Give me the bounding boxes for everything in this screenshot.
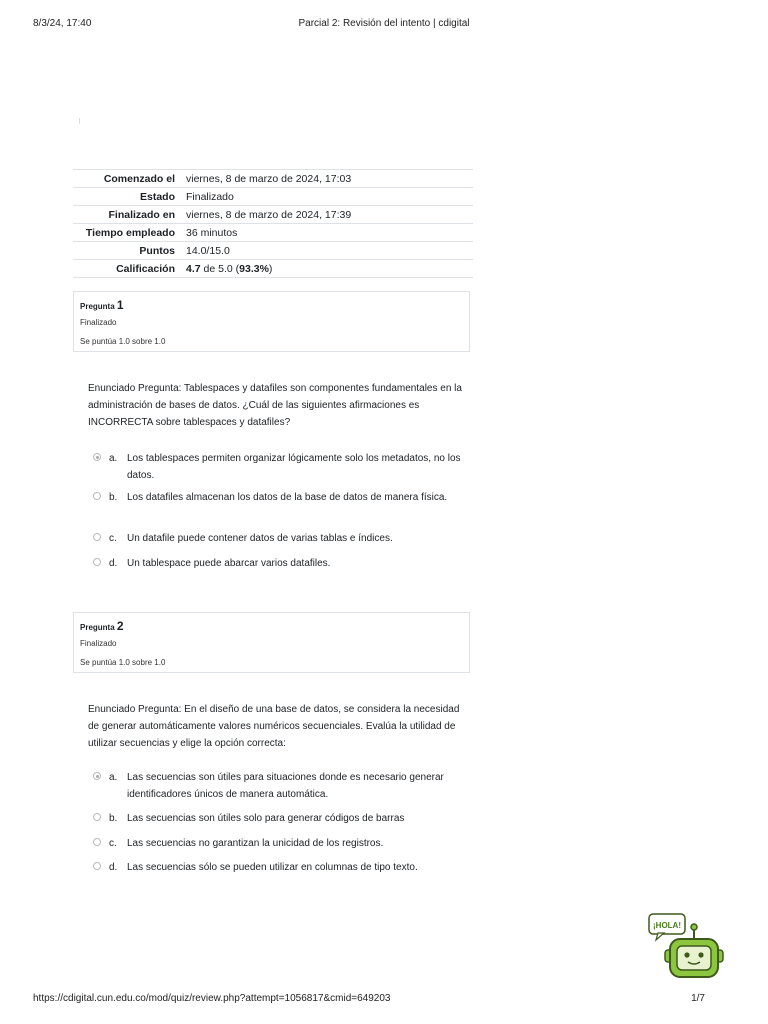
option-letter: c. (109, 533, 117, 544)
summary-label: Comenzado el (73, 170, 180, 188)
antenna-tip (691, 924, 697, 930)
option-letter: d. (109, 558, 118, 569)
robot-face (677, 946, 711, 970)
option-text: Las secuencias sólo se pueden utilizar en columnas de tipo texto. (127, 862, 418, 873)
option-letter: a. (109, 772, 118, 783)
attempt-summary-table (73, 169, 473, 278)
question-label: Pregunta (80, 623, 115, 632)
option-text: Un datafile puede contener datos de varias tablas e índices. (127, 533, 393, 544)
answer-option[interactable] (93, 835, 468, 852)
summary-label: Finalizado en (73, 206, 180, 224)
summary-label: Calificación (73, 260, 180, 278)
summary-value: viernes, 8 de marzo de 2024, 17:39 (180, 206, 473, 224)
radio-selected-icon[interactable] (93, 772, 101, 780)
summary-label: Puntos (73, 242, 180, 260)
print-date: 8/3/24, 17:40 (33, 18, 92, 29)
question-state: Finalizado (80, 639, 117, 648)
summary-row (73, 224, 473, 242)
answer-option[interactable] (93, 810, 468, 827)
option-letter: a. (109, 453, 118, 464)
robot-eye-right (698, 952, 703, 957)
summary-label: Estado (73, 188, 180, 206)
question-text: Enunciado Pregunta: En el diseño de una base de datos, se considera la necesidad de generar automáticamente valores numéricos secuenciales. Evalúa la utilidad de utilizar secuencias y elige la opción correcta: (88, 704, 460, 749)
summary-row (73, 170, 473, 188)
answer-option[interactable] (93, 769, 468, 803)
divider-mark (79, 118, 80, 124)
question-text: Enunciado Pregunta: Tablespaces y datafiles son componentes fundamentales en la administración de bases de datos. ¿Cuál de las siguientes afirmaciones es INCORRECTA sobre tablespaces y datafiles? (88, 383, 462, 428)
page-url: https://cdigital.cun.edu.co/mod/quiz/review.php?attempt=1056817&cmid=649203 (33, 993, 391, 1004)
grade-score: 4.7 (186, 262, 201, 275)
robot-chat-icon[interactable] (646, 912, 736, 982)
summary-row (73, 206, 473, 224)
radio-selected-icon[interactable] (93, 453, 101, 461)
question-number (80, 619, 463, 633)
option-letter: c. (109, 838, 117, 849)
radio-icon[interactable] (93, 813, 101, 821)
radio-icon[interactable] (93, 533, 101, 541)
print-page-title: Parcial 2: Revisión del intento | cdigital (298, 18, 470, 29)
option-text: Los tablespaces permiten organizar lógicamente solo los metadatos, no los datos. (127, 453, 461, 481)
bubble-text: ¡HOLA! (653, 921, 681, 930)
speech-bubble-tail (656, 933, 664, 940)
option-text: Un tablespace puede abarcar varios datafiles. (127, 558, 331, 569)
summary-row (73, 188, 473, 206)
summary-row (73, 242, 473, 260)
grade-percent: 93.3% (239, 262, 269, 275)
option-text: Las secuencias no garantizan la unicidad de los registros. (127, 838, 384, 849)
option-letter: b. (109, 813, 118, 824)
question-grade: Se puntúa 1.0 sobre 1.0 (80, 337, 166, 346)
question-label: Pregunta (80, 302, 115, 311)
question-number (80, 298, 463, 312)
summary-row (73, 260, 473, 278)
option-text: Las secuencias son útiles para situaciones donde es necesario generar identificadores únicos de manera automática. (127, 772, 444, 800)
answer-option[interactable] (93, 489, 468, 523)
print-footer (33, 993, 735, 1007)
summary-value: 14.0/15.0 (180, 242, 473, 260)
page-number: 1/7 (691, 993, 705, 1004)
option-text: Las secuencias son útiles solo para generar códigos de barras (127, 813, 405, 824)
question-info-box (73, 291, 470, 352)
question-number-value: 2 (116, 619, 124, 633)
print-header (33, 18, 735, 32)
radio-icon[interactable] (93, 558, 101, 566)
question-number-value: 1 (116, 298, 124, 312)
question-grade: Se puntúa 1.0 sobre 1.0 (80, 658, 166, 667)
robot-eye-left (684, 952, 689, 957)
summary-value: Finalizado (180, 188, 473, 206)
summary-label: Tiempo empleado (73, 224, 180, 242)
option-letter: d. (109, 862, 118, 873)
option-letter: b. (109, 492, 118, 503)
radio-icon[interactable] (93, 838, 101, 846)
question-info-box (73, 612, 470, 673)
answer-option[interactable] (93, 555, 468, 572)
summary-value (180, 260, 473, 278)
grade-middle: de 5.0 ( (200, 262, 240, 275)
summary-value: 36 minutos (180, 224, 473, 242)
grade-end: ) (268, 262, 273, 275)
summary-value: viernes, 8 de marzo de 2024, 17:03 (180, 170, 473, 188)
answer-option[interactable] (93, 450, 468, 484)
question-state: Finalizado (80, 318, 117, 327)
radio-icon[interactable] (93, 492, 101, 500)
answer-option[interactable] (93, 530, 468, 547)
option-text: Los datafiles almacenan los datos de la base de datos de manera física. (127, 492, 448, 503)
radio-icon[interactable] (93, 862, 101, 870)
answer-option[interactable] (93, 859, 468, 876)
